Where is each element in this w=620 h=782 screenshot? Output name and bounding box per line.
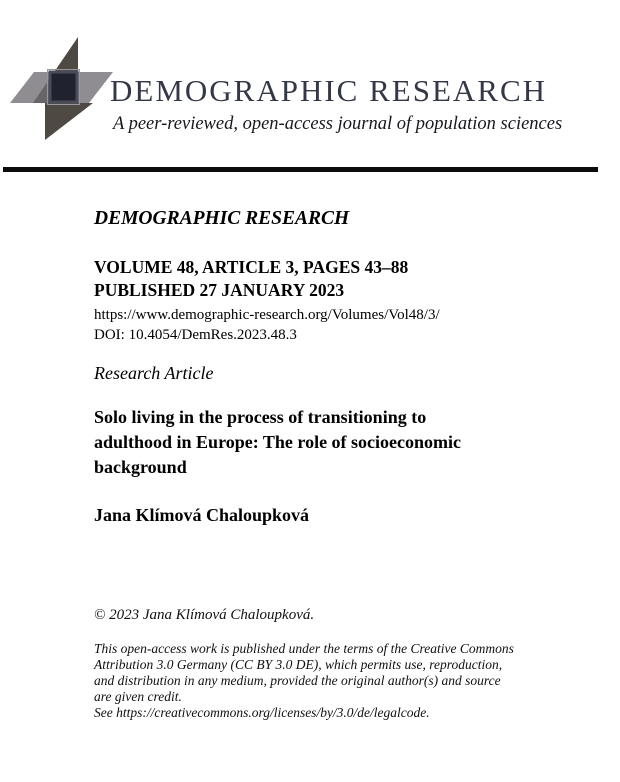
license-line-3: and distribution in any medium, provided the original author(s) and source: [94, 673, 501, 688]
masthead-divider: [3, 167, 598, 172]
demographic-research-logo-icon: [10, 24, 118, 146]
license-line-4: are given credit.: [94, 689, 182, 704]
journal-tagline: A peer-reviewed, open-access journal of population sciences: [113, 114, 563, 134]
license-line-2: Attribution 3.0 Germany (CC BY 3.0 DE), which permits use, reproduction,: [94, 657, 503, 672]
article-title: [94, 405, 461, 480]
article-title-line-2: adulthood in Europe: The role of socioeconomic: [94, 432, 462, 452]
license-link-line[interactable]: See https://creativecommons.org/licenses/by/3.0/de/legalcode.: [94, 705, 430, 720]
license-line-1: This open-access work is published under the terms of the Creative Commons: [94, 641, 514, 656]
author-name: Jana Klímová Chaloupková: [94, 505, 310, 525]
license-paragraph: [94, 641, 514, 721]
journal-header-line: DEMOGRAPHIC RESEARCH: [94, 208, 350, 229]
volume-line: VOLUME 48, ARTICLE 3, PAGES 43–88: [94, 257, 409, 277]
logo-lower-triangle: [45, 103, 93, 140]
article-type-label: Research Article: [94, 363, 214, 383]
publication-info: [94, 256, 440, 345]
copyright-line: © 2023 Jana Klímová Chaloupková.: [94, 607, 315, 623]
journal-name: DEMOGRAPHIC RESEARCH: [110, 73, 548, 108]
doi-line: DOI: 10.4054/DemRes.2023.48.3: [94, 327, 297, 343]
published-line: PUBLISHED 27 JANUARY 2023: [94, 280, 345, 300]
volume-url-link[interactable]: https://www.demographic-research.org/Volumes/Vol48/3/: [94, 307, 440, 323]
article-title-line-1: Solo living in the process of transitioning to: [94, 407, 427, 427]
article-title-line-3: background: [94, 457, 187, 477]
logo-square: [50, 72, 77, 102]
